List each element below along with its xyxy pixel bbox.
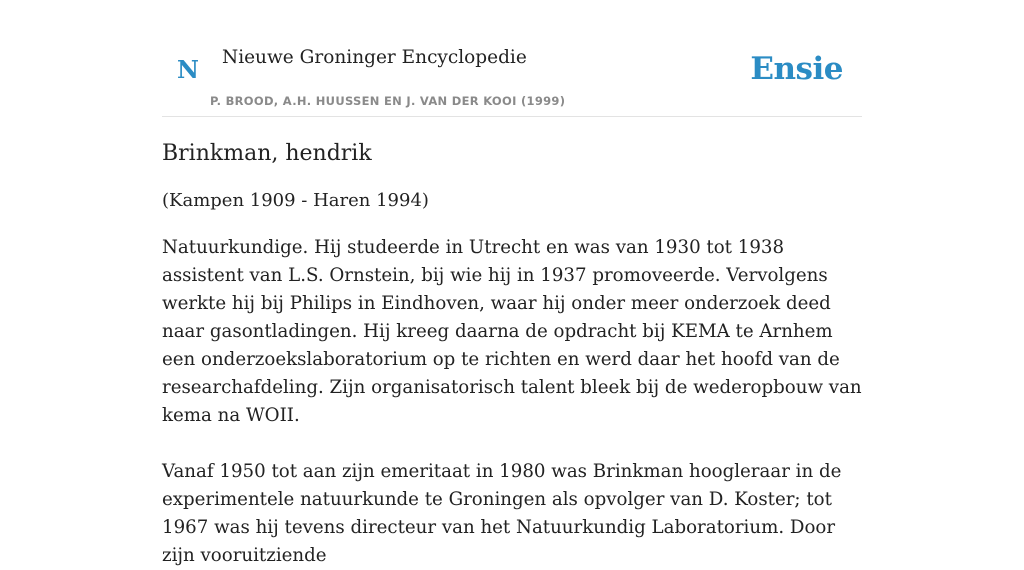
article-paragraph: Vanaf 1950 tot aan zijn emeritaat in 1980 was Brinkman hoogleraar in de experimentele natuurkunde te Groningen als opvolger van D. Koster; tot 1967 was hij tevens directeur van het Natuurkundig Laboratorium. Door zijn vooruitziende — [162, 461, 842, 566]
article — [162, 136, 862, 570]
article-paragraph: Natuurkundige. Hij studeerde in Utrecht en was van 1930 tot 1938 assistent van L.S. Ornstein, bij wie hij in 1937 promoveerde. Vervolgens werkte hij bij Philips in Eindhoven, waar hij onder meer onderzoek deed naar gasontladingen. Hij kreeg daarna de opdracht bij KEMA te Arnhem een onderzoekslaboratorium op te richten en werd daar het hoofd van de researchafdeling. Zijn organisatorisch talent bleek bij de wederopbouw van kema na WOII. — [162, 237, 862, 426]
ensie-logo[interactable]: Ensie — [750, 51, 843, 87]
book-logo-icon[interactable]: N — [177, 55, 199, 84]
entry-title: Brinkman, hendrik — [162, 141, 372, 166]
entry-subtitle: (Kampen 1909 - Haren 1994) — [162, 190, 429, 211]
book-title-link[interactable]: Nieuwe Groninger Encyclopedie — [222, 47, 527, 68]
book-header — [162, 0, 862, 117]
book-authors: P. BROOD, A.H. HUUSSEN EN J. VAN DER KOOI (1999) — [210, 94, 566, 108]
